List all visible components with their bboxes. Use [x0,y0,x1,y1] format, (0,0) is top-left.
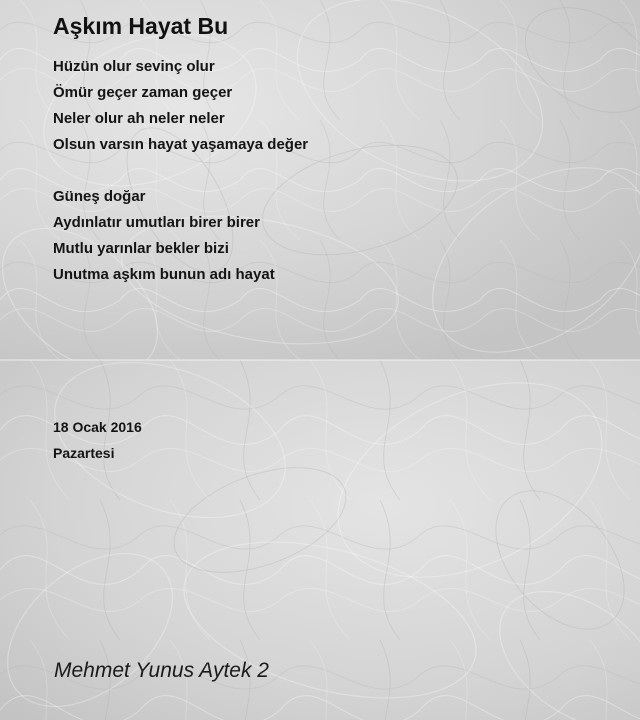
poem-title: Aşkım Hayat Bu [53,13,229,39]
poem-line: Ömür geçer zaman geçer [53,84,233,101]
poem-author: Mehmet Yunus Aytek 2 [54,659,269,682]
section-divider [0,359,640,361]
poem-date: 18 Ocak 2016 [53,419,142,435]
poem-line: Güneş doğar [53,188,146,205]
poem-line: Aydınlatır umutları birer birer [53,214,260,231]
poem-weekday: Pazartesi [53,445,115,461]
poem-line: Hüzün olur sevinç olur [53,58,215,75]
poem-line: Neler olur ah neler neler [53,110,225,127]
poem-line: Olsun varsın hayat yaşamaya değer [53,136,309,153]
poem-line: Unutma aşkım bunun adı hayat [53,266,275,283]
poem-line: Mutlu yarınlar bekler bizi [53,240,229,257]
date-block [53,414,142,466]
stanza-1 [53,54,308,158]
stanza-2 [53,184,275,288]
